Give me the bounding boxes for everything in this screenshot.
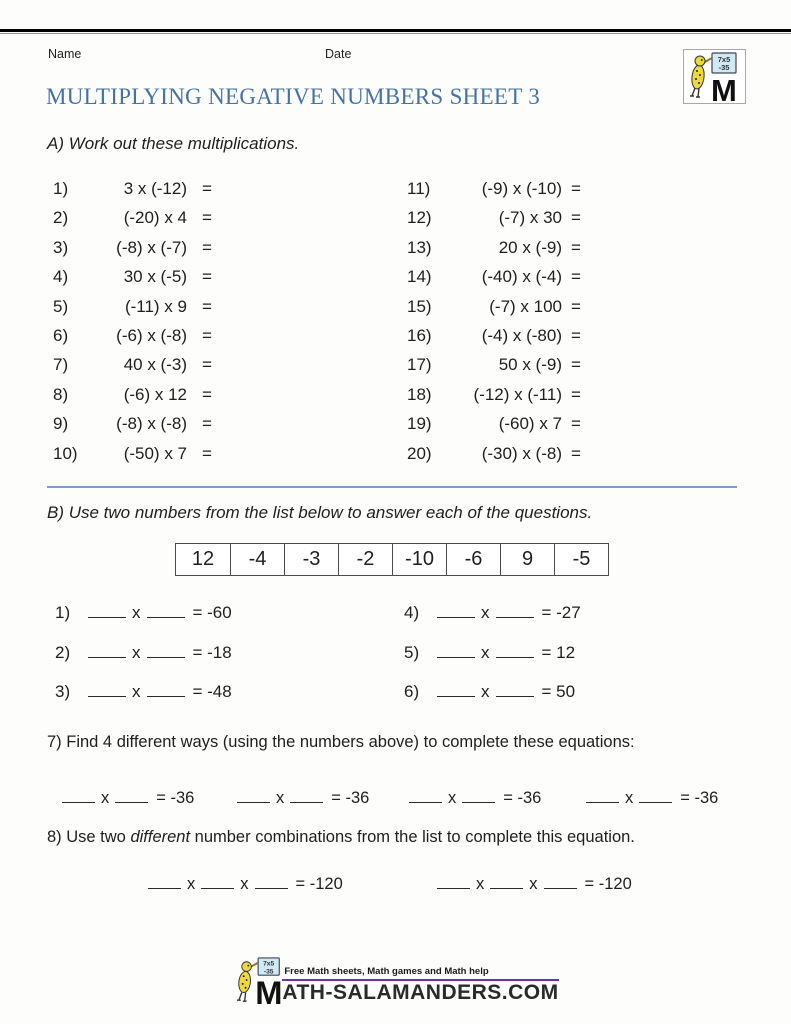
- equation-blanks: [62, 785, 194, 811]
- problem-expression: (-11) x 9: [124, 296, 187, 316]
- equation-result: = -36: [680, 789, 719, 807]
- times-sign: x: [481, 682, 490, 701]
- equation-result: = -36: [331, 789, 370, 807]
- salamander-legs: [690, 88, 700, 97]
- equals-sign: =: [202, 179, 212, 198]
- answer-blank: [437, 683, 475, 697]
- problem-number: 10): [53, 443, 78, 463]
- equation-result: = -48: [192, 682, 232, 701]
- equals-sign: =: [571, 414, 581, 434]
- answer-blank: [437, 875, 470, 889]
- equals-sign: =: [571, 208, 581, 228]
- equation-result: = -120: [584, 875, 632, 893]
- salamander-head: [242, 962, 252, 972]
- salamander-legs: [237, 993, 247, 1002]
- section-a-heading: A) Work out these multiplications.: [47, 134, 300, 153]
- top-rule-shadow: [0, 33, 791, 34]
- number-cell: -5: [554, 544, 608, 575]
- answer-blank: [88, 604, 126, 618]
- answer-blank: [496, 683, 534, 697]
- answer-blank: [147, 604, 185, 618]
- equation-blanks: [88, 641, 232, 665]
- problem-row: [0, 350, 791, 379]
- problem-number: 1): [53, 179, 69, 198]
- answer-blank: [237, 789, 270, 803]
- number-cell: 12: [191, 548, 215, 570]
- problem-row: [0, 233, 791, 262]
- number-cell: -6: [446, 544, 500, 575]
- question-8-text: number combinations from the list to complete this equation.: [190, 828, 635, 846]
- equals-sign: =: [571, 267, 581, 287]
- problem-row: [0, 409, 791, 438]
- equals-sign: =: [571, 296, 581, 316]
- footer-text: [282, 966, 558, 1006]
- equation-result: = -18: [192, 643, 232, 662]
- equation-blanks: [237, 785, 369, 811]
- problem-expression: 30 x (-5): [123, 267, 187, 287]
- equals-sign: =: [571, 355, 581, 375]
- equals-sign: =: [202, 237, 212, 257]
- answer-blank: [290, 789, 323, 803]
- footer-logo: [0, 956, 791, 1006]
- problem-number: 9): [53, 414, 69, 434]
- answer-blank: [147, 683, 185, 697]
- times-sign: x: [240, 875, 249, 893]
- salamander-spot: [696, 70, 698, 72]
- number-cell: -3: [284, 544, 338, 575]
- equals-sign: =: [202, 267, 212, 287]
- problem-number: 2): [53, 208, 69, 228]
- section-a-problems: [0, 174, 791, 468]
- problem-number: 11): [407, 179, 431, 198]
- equation-result: = -36: [503, 789, 542, 807]
- number-cell: -2: [338, 544, 392, 575]
- fill-blank-row: [0, 601, 791, 625]
- fill-blank-row: [0, 641, 791, 665]
- answer-blank: [437, 644, 475, 658]
- date-label: Date: [325, 47, 352, 61]
- salamander-spot: [699, 74, 701, 76]
- problem-expression: (-60) x 7: [498, 414, 562, 434]
- salamander-spot: [243, 975, 245, 977]
- board-text-line2: -35: [718, 63, 729, 72]
- answer-blank: [147, 644, 185, 658]
- problem-row: [0, 292, 791, 321]
- problem-number: 15): [407, 296, 432, 316]
- problem-number: 7): [53, 355, 69, 375]
- board-text-line1: 7x5: [717, 55, 730, 64]
- salamander-eye: [248, 965, 250, 967]
- math-salamanders-badge: [683, 49, 746, 104]
- answer-blank: [437, 604, 475, 618]
- salamander-logo-icon: [685, 51, 745, 103]
- problem-expression: (-8) x (-7): [116, 237, 187, 257]
- problem-expression: (-8) x (-8): [116, 414, 187, 434]
- section-divider: [47, 486, 737, 488]
- equation-blanks: [88, 601, 232, 625]
- equation-blanks: [586, 785, 718, 811]
- question-8-emphasis: different: [130, 828, 191, 846]
- equation-blanks: [437, 601, 581, 625]
- equation-result: = -60: [192, 603, 232, 622]
- equals-sign: =: [202, 384, 212, 404]
- salamander-spot: [246, 979, 248, 981]
- problem-expression: 3 x (-12): [123, 179, 187, 198]
- equals-sign: =: [571, 325, 581, 345]
- times-sign: x: [481, 603, 490, 622]
- salamander-body: [238, 971, 252, 993]
- equation-result: = -36: [156, 789, 195, 807]
- problem-number: 17): [407, 355, 432, 375]
- problem-number: 1): [55, 603, 71, 622]
- problem-row: [0, 262, 791, 291]
- answer-blank: [255, 875, 288, 889]
- problem-expression: (-4) x (-80): [481, 325, 562, 345]
- equals-sign: =: [202, 414, 212, 434]
- equals-sign: =: [202, 355, 212, 375]
- section-b-heading: B) Use two numbers from the list below to answer each of the questions.: [47, 503, 593, 522]
- answer-blank: [409, 789, 442, 803]
- m-logo-letter: M: [710, 73, 737, 103]
- footer-site-name: ATH-SALAMANDERS.COM: [282, 981, 559, 1005]
- problem-expression: 50 x (-9): [498, 355, 562, 375]
- question-7-heading: 7) Find 4 different ways (using the numbers above) to complete these equations:: [47, 733, 635, 751]
- equals-sign: =: [571, 179, 581, 198]
- salamander-spot: [245, 987, 247, 989]
- times-sign: x: [132, 643, 141, 662]
- salamander-spot: [698, 82, 700, 84]
- answer-blank: [544, 875, 577, 889]
- footer-site-m: M: [255, 974, 283, 1006]
- equals-sign: =: [571, 443, 581, 463]
- problem-row: [0, 174, 791, 203]
- times-sign: x: [187, 875, 196, 893]
- problem-expression: (-7) x 30: [498, 208, 562, 228]
- problem-expression: (-50) x 7: [123, 443, 187, 463]
- equation-result: = -120: [295, 875, 343, 893]
- problem-number: 18): [407, 384, 432, 404]
- times-sign: x: [625, 789, 634, 807]
- equals-sign: =: [202, 296, 212, 316]
- answer-blank: [586, 789, 619, 803]
- problem-number: 4): [404, 603, 420, 622]
- answer-blank: [490, 875, 523, 889]
- problem-number: 5): [404, 643, 420, 662]
- times-sign: x: [448, 789, 457, 807]
- problem-row: [0, 380, 791, 409]
- problem-number: 5): [53, 296, 69, 316]
- problem-number: 16): [407, 325, 432, 345]
- problem-expression: (-7) x 100: [489, 296, 562, 316]
- equals-sign: =: [202, 208, 212, 228]
- problem-row: [0, 321, 791, 350]
- salamander-spot: [242, 983, 244, 985]
- answer-blank: [639, 789, 672, 803]
- problem-expression: (-20) x 4: [123, 208, 187, 228]
- problem-number: 2): [55, 643, 71, 662]
- problem-number: 8): [53, 384, 69, 404]
- problem-row: [0, 203, 791, 232]
- times-sign: x: [276, 789, 285, 807]
- equation-blanks: [88, 680, 232, 704]
- problem-row: [0, 439, 791, 468]
- answer-blank: [148, 875, 181, 889]
- question-8-equations: [0, 871, 791, 897]
- times-sign: x: [476, 875, 485, 893]
- equation-blanks: [437, 871, 632, 897]
- problem-number: 13): [407, 237, 432, 257]
- equation-result: = 12: [541, 643, 576, 662]
- number-cell: -4: [230, 544, 284, 575]
- number-cell: -10: [392, 544, 446, 575]
- salamander-body: [690, 64, 705, 89]
- equation-result: = 50: [541, 682, 576, 701]
- problem-number: 6): [404, 682, 420, 701]
- page-title: MULTIPLYING NEGATIVE NUMBERS SHEET 3: [46, 84, 541, 109]
- equation-blanks: [437, 641, 575, 665]
- salamander-spot: [695, 78, 697, 80]
- answer-blank: [496, 644, 534, 658]
- answer-blank: [201, 875, 234, 889]
- salamander-head: [695, 56, 705, 66]
- problem-expression: (-40) x (-4): [481, 267, 562, 287]
- times-sign: x: [132, 603, 141, 622]
- answer-blank: [115, 789, 148, 803]
- times-sign: x: [481, 643, 490, 662]
- problem-expression: (-12) x (-11): [473, 384, 562, 404]
- problem-number: 6): [53, 325, 69, 345]
- equals-sign: =: [571, 384, 581, 404]
- number-cell: 9: [500, 544, 554, 575]
- number-list-table: [175, 543, 609, 576]
- equals-sign: =: [202, 443, 212, 463]
- problem-number: 20): [407, 443, 432, 463]
- times-sign: x: [132, 682, 141, 701]
- top-rule: [0, 29, 791, 32]
- problem-number: 3): [53, 237, 69, 257]
- equation-blanks: [148, 871, 343, 897]
- answer-blank: [62, 789, 95, 803]
- question-7-equations: [0, 785, 791, 811]
- board-text-line1: 7x5: [263, 960, 275, 968]
- equals-sign: =: [202, 325, 212, 345]
- equation-blanks: [409, 785, 541, 811]
- times-sign: x: [101, 789, 110, 807]
- footer-tagline: Free Math sheets, Math games and Math help: [282, 966, 558, 981]
- problem-expression: (-30) x (-8): [481, 443, 562, 463]
- answer-blank: [496, 604, 534, 618]
- problem-expression: (-6) x 12: [123, 384, 187, 404]
- problem-number: 19): [407, 414, 432, 434]
- equals-sign: =: [571, 237, 581, 257]
- problem-number: 3): [55, 682, 71, 701]
- problem-expression: (-6) x (-8): [116, 325, 187, 345]
- name-label: Name: [48, 47, 82, 61]
- salamander-eye: [700, 59, 702, 61]
- equation-blanks: [437, 680, 575, 704]
- times-sign: x: [529, 875, 538, 893]
- problem-number: 12): [407, 208, 432, 228]
- fill-blank-row: [0, 680, 791, 704]
- problem-expression: 40 x (-3): [123, 355, 187, 375]
- answer-blank: [462, 789, 495, 803]
- question-8-text: 8) Use two: [47, 828, 131, 846]
- problem-expression: (-9) x (-10): [481, 179, 562, 198]
- equation-result: = -27: [541, 603, 581, 622]
- board-text-line2: -35: [264, 968, 274, 976]
- answer-blank: [88, 644, 126, 658]
- problem-number: 14): [407, 267, 432, 287]
- answer-blank: [88, 683, 126, 697]
- question-8-heading: [47, 828, 635, 847]
- problem-expression: 20 x (-9): [498, 237, 562, 257]
- problem-number: 4): [53, 267, 69, 287]
